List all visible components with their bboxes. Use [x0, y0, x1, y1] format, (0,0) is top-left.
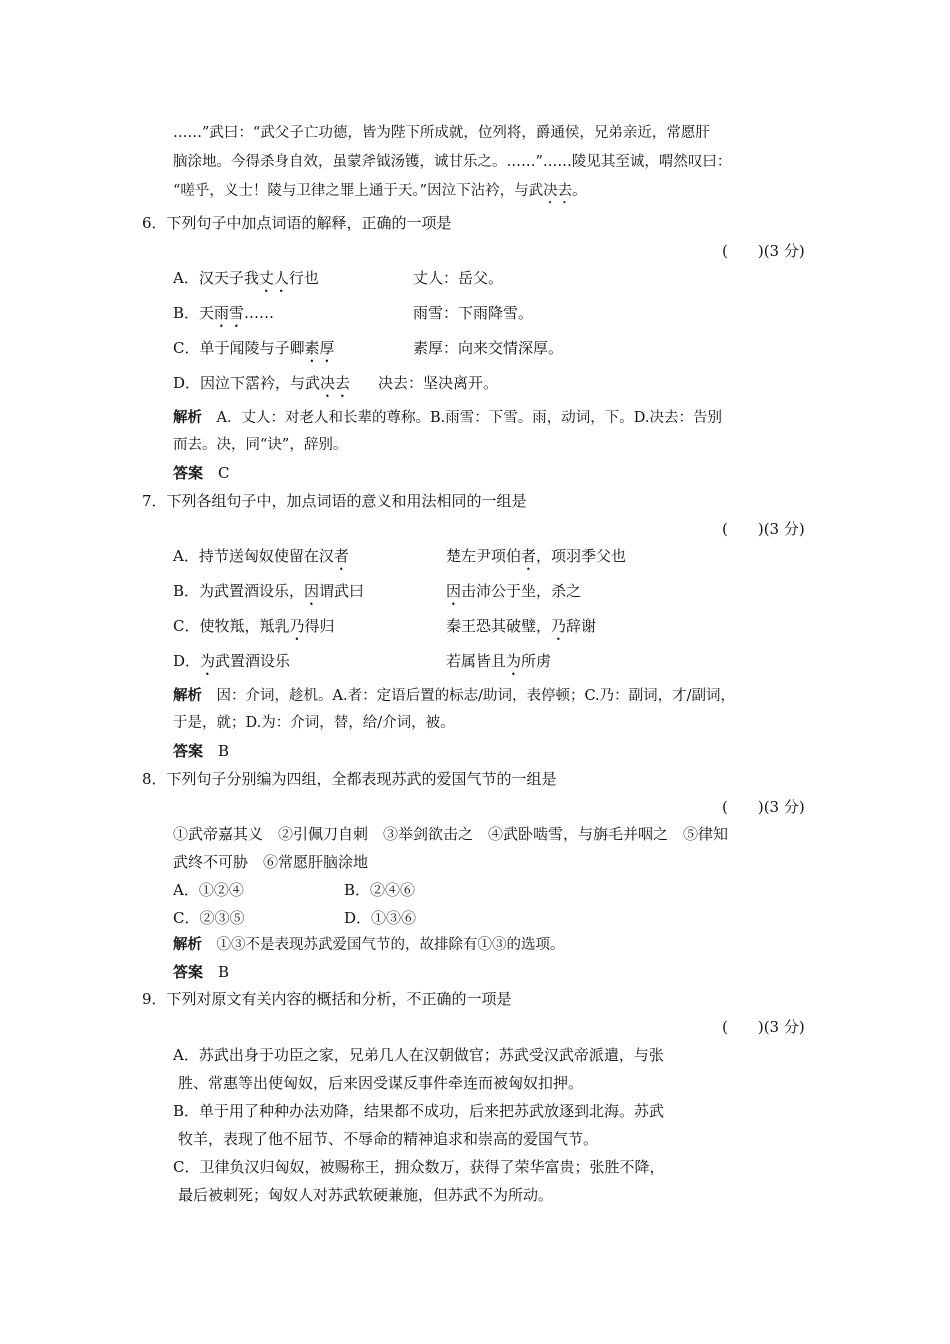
passage-line-1: ……”武曰：“武父子亡功德，皆为陛下所成就，位列将，爵通侯，兄弟亲近，常愿肝	[173, 125, 710, 141]
emphasized-word: 为	[506, 652, 522, 670]
question-9-option-b-line-1: B．单于用了种种办法劝降，结果都不成功，后来把苏武放逐到北海。苏武	[173, 1102, 665, 1120]
question-7-analysis-line-2: 于是，就；D.为：介词，替，给/介词，被。	[173, 715, 455, 731]
emphasized-word: 决去	[543, 183, 573, 199]
question-9-option-a-line-2: 胜、常惠等出使匈奴，后来因受谋反事件牵连而被匈奴扣押。	[178, 1074, 584, 1092]
question-6-option-c-gloss: 素厚：向来交情深厚。	[413, 339, 564, 357]
question-7-option-d-right: 若属皆且为所虏	[446, 652, 552, 670]
question-7-option-c-left: C．使牧羝，羝乳乃得归	[173, 617, 335, 635]
question-7-answer: 答案 B	[173, 742, 230, 760]
question-6-answer: 答案 C	[173, 464, 230, 482]
question-6-analysis-line-2: 而去。决，同“诀”，辞别。	[173, 437, 348, 453]
question-6-analysis-line-1: 解析 A．丈人：对老人和长辈的尊称。B.雨雪：下雪。雨，动词，下。D.决去：告别	[173, 409, 722, 426]
question-7-option-a-right: 楚左尹项伯者，项羽季父也	[446, 547, 627, 565]
question-7-analysis-line-1: 解析 因：介词，趁机。A.者：定语后置的标志/助词，表停顿；C.乃：副词，才/副词，	[173, 687, 736, 704]
question-9-stem: 9．下列对原文有关内容的概括和分析，不正确的一项是	[142, 990, 512, 1008]
emphasized-word: 素厚	[304, 339, 335, 357]
question-8-stem: 8．下列句子分别编为四组，全都表现苏武的爱国气节的一组是	[142, 770, 557, 788]
emphasized-word: 决去	[320, 374, 351, 392]
answer-label: 答案	[173, 464, 204, 482]
question-9-option-b-line-2: 牧羊，表现了他不屈节、不辱命的精神追求和崇高的爱国气节。	[178, 1130, 599, 1148]
question-6-option-b: B．天雨雪……	[173, 304, 275, 322]
analysis-label: 解析	[173, 687, 202, 704]
question-8-option-d: D．①③⑥	[344, 909, 417, 927]
question-7-stem: 7．下列各组句子中，加点词语的意义和用法相同的一组是	[142, 492, 527, 510]
question-9-option-a-line-1: A．苏武出身于功臣之家，兄弟几人在汉朝做官；苏武受汉武帝派遣，与张	[173, 1046, 664, 1064]
emphasized-word: 丈人	[258, 269, 289, 287]
question-8-option-b: B．②④⑥	[344, 881, 416, 899]
question-7-option-b-left: B．为武置酒设乐，因谓武曰	[173, 582, 365, 600]
emphasized-word: 乃	[551, 617, 567, 635]
question-6-option-d-gloss: 决去：坚决离开。	[378, 374, 499, 392]
question-8-option-c: C．②③⑤	[173, 909, 245, 927]
emphasized-word: 雨雪	[214, 304, 245, 322]
question-8-option-a: A．①②④	[173, 881, 244, 899]
emphasized-word: 因	[304, 582, 320, 600]
question-6-option-d: D．因泣下霑衿，与武决去	[173, 374, 351, 392]
question-7-option-a-left: A．持节送匈奴使留在汉者	[173, 547, 349, 565]
question-9-option-c-line-2: 最后被刺死；匈奴人对苏武软硬兼施，但苏武不为所动。	[178, 1186, 554, 1204]
passage-line-3: “嗟乎，义士！陵与卫律之罪上通于天。”因泣下沾衿，与武决去。	[173, 183, 587, 199]
question-7-option-b-right: 因击沛公于坐，杀之	[446, 582, 582, 600]
question-9-option-c-line-1: C．卫律负汉归匈奴，被赐称王，拥众数万，获得了荣华富贵；张胜不降，	[173, 1158, 665, 1176]
emphasized-word: 乃	[289, 617, 305, 635]
question-6-option-c: C．单于闻陵与子卿素厚	[173, 339, 335, 357]
question-8-items-line-1: ①武帝嘉其义 ②引佩刀自刺 ③举剑欲击之 ④武卧啮雪，与旃毛并咽之 ⑤律知	[173, 825, 729, 843]
question-6-option-a-gloss: 丈人：岳父。	[413, 269, 504, 287]
question-6-option-b-gloss: 雨雪：下雨降雪。	[413, 304, 534, 322]
question-7-option-d-left: D．为武置酒设乐	[173, 652, 291, 670]
passage-line-2: 脑涂地。今得杀身自效，虽蒙斧钺汤镬，诚甘乐之。……”……陵见其至诚，喟然叹曰：	[173, 154, 732, 170]
analysis-label: 解析	[173, 409, 202, 426]
answer-label: 答案	[173, 742, 204, 760]
emphasized-word: 者	[521, 547, 537, 565]
emphasized-word: 因	[446, 582, 462, 600]
question-8-analysis: 解析 ①③不是表现苏武爱国气节的，故排除有①③的选项。	[173, 936, 565, 953]
question-9-score: ( )(3 分)	[722, 1018, 805, 1036]
answer-label: 答案	[173, 963, 204, 981]
emphasized-word: 者	[333, 547, 349, 565]
question-6-option-a: A．汉天子我丈人行也	[173, 269, 319, 287]
question-8-items-line-2: 武终不可胁 ⑥常愿肝脑涂地	[173, 853, 369, 871]
question-6-score: ( )(3 分)	[722, 242, 805, 260]
analysis-label: 解析	[173, 936, 202, 953]
emphasized-word: 为	[200, 652, 216, 670]
question-6-stem: 6．下列句子中加点词语的解释，正确的一项是	[142, 214, 452, 232]
question-8-score: ( )(3 分)	[722, 798, 805, 816]
question-7-option-c-right: 秦王恐其破璧，乃辞谢	[446, 617, 597, 635]
question-8-answer: 答案 B	[173, 963, 230, 981]
question-7-score: ( )(3 分)	[722, 520, 805, 538]
